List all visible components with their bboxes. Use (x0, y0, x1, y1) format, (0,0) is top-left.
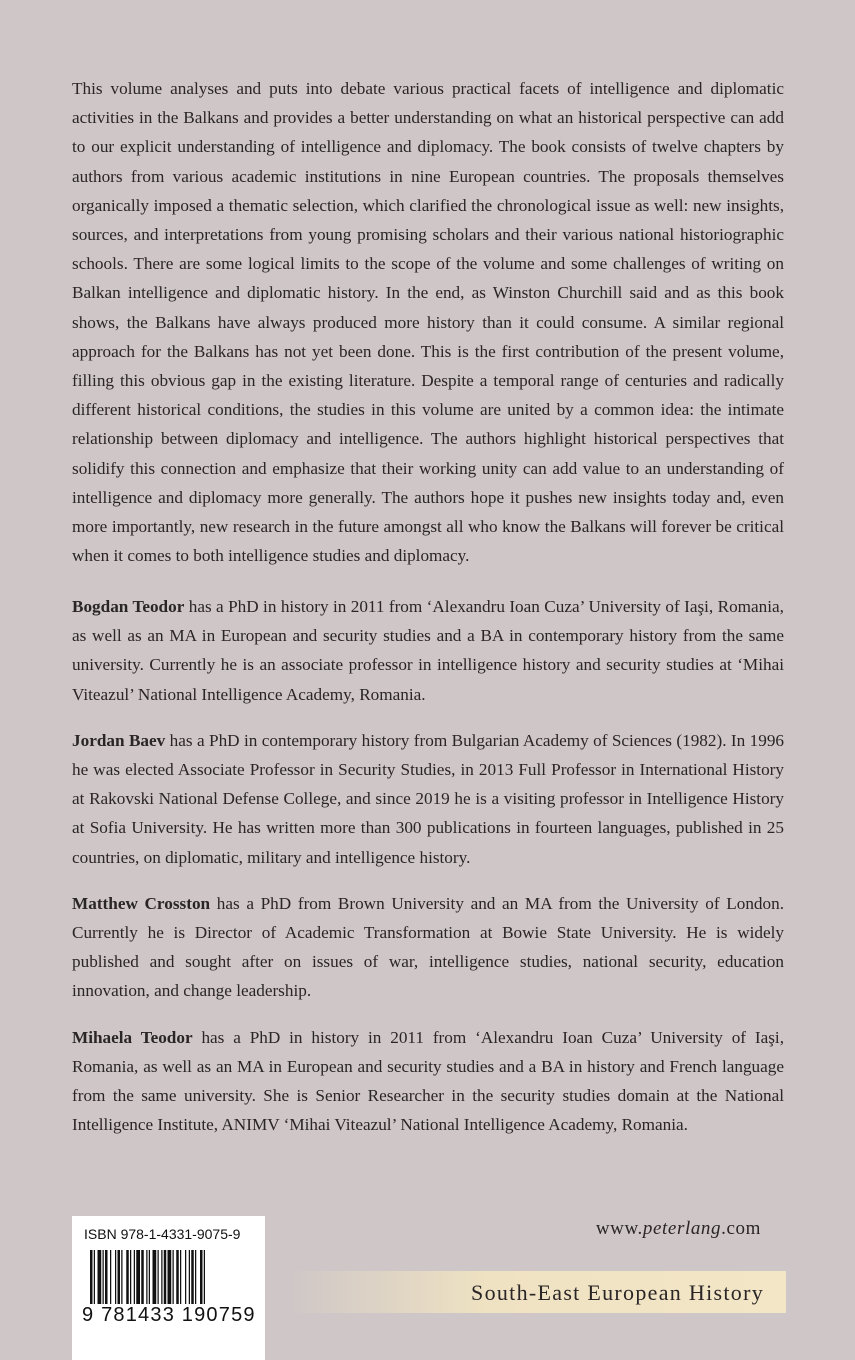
barcode-bar (164, 1250, 167, 1312)
barcode-bar (185, 1250, 186, 1312)
publisher-website[interactable] (596, 1218, 761, 1240)
website-prefix: www. (595, 1218, 643, 1239)
series-title: South-East European History (471, 1280, 764, 1305)
barcode-bar (115, 1250, 116, 1312)
author-bio-jordan-baev (72, 726, 784, 872)
website-domain: peterlang (642, 1218, 722, 1239)
author-bio-bogdan-teodor (72, 592, 784, 709)
website-suffix: .com (721, 1218, 761, 1239)
author-bios (72, 592, 784, 1156)
barcode-bar (161, 1250, 162, 1312)
barcode-bar (146, 1250, 147, 1312)
barcode-bar (110, 1250, 111, 1312)
barcode-bar (153, 1250, 157, 1312)
author-name: Mihaela Teodor (72, 1027, 193, 1047)
barcode-bar (130, 1250, 131, 1312)
barcode-bar (200, 1250, 203, 1312)
author-name: Matthew Crosston (72, 893, 211, 913)
barcode-bar (103, 1250, 104, 1312)
isbn-label: ISBN 978-1-4331-9075-9 (84, 1226, 241, 1242)
author-bio-mihaela-teodor (72, 1023, 784, 1140)
author-name: Bogdan Teodor (72, 597, 185, 616)
barcode-bar (126, 1250, 129, 1312)
barcode-bar (141, 1250, 144, 1312)
barcode-bar (168, 1250, 172, 1312)
series-banner (290, 1271, 786, 1313)
barcode-digits: 9 781433 190759 (82, 1304, 256, 1326)
barcode-bar (134, 1250, 135, 1312)
author-bio-text: has a PhD in history in 2011 from ‘Alexandru Ioan Cuza’ University of Iaşi, Romania, as well as an MA in European and security studies and a BA in history and French language from the same university. She is Senior Researcher in the security studies domain at the National Intelligence Institute, ANIMV ‘Mihai Viteazul’ National Intelligence Academy, Romania. (72, 1027, 784, 1135)
barcode-bar (189, 1250, 190, 1312)
isbn-barcode-panel (72, 1216, 265, 1360)
barcode-bar (173, 1250, 174, 1312)
author-bio-text: has a PhD from Brown University and an MA from the University of London. Currently he is Director of Academic Transformation at Bowie State University. He is widely published and sought after on issues of war, intelligence studies, national security, education innovation, and change leadership. (72, 893, 784, 1001)
barcode-bar (98, 1250, 102, 1312)
barcode-bar (176, 1250, 179, 1312)
barcode-bar (105, 1250, 108, 1312)
author-bio-text: has a PhD in history in 2011 from ‘Alexandru Ioan Cuza’ University of Iaşi, Romania, as well as an MA in European and security studies and a BA in contemporary history from the same university. Currently he is an associate professor in intelligence history and security studies at ‘Mihai Viteazul’ National Intelligence Academy, Romania. (72, 597, 784, 704)
author-bio-text: has a PhD in contemporary history from Bulgarian Academy of Sciences (1982). In 1996 he was elected Associate Professor in Security Studies, in 2013 Full Professor in International History at Rakovski National Defense College, and since 2019 he is a visiting professor in Intelligence History at Sofia University. He has written more than 300 publications in fourteen languages, published in 25 countries, on diplomatic, military and intelligence history. (72, 730, 785, 867)
barcode-bar (191, 1250, 194, 1312)
author-bio-matthew-crosston (72, 889, 784, 1006)
barcode-bar (180, 1250, 181, 1312)
author-name: Jordan Baev (72, 730, 166, 750)
barcode-bar (121, 1250, 122, 1312)
barcode-bar (195, 1250, 196, 1312)
barcode-bar (136, 1250, 140, 1312)
barcode-bar (118, 1250, 121, 1312)
barcode-bar (158, 1250, 159, 1312)
book-description: This volume analyses and puts into debate various practical facets of intelligence and diplomatic activities in the Balkans and provides a better understanding on what an historical perspective can add to our explicit understanding of intelligence and diplomacy. The book consists of twelve chapters by authors from various academic institutions in nine European countries. The proposals themselves organically imposed a thematic selection, which clarified the chronological issue as well: new insights, sources, and interpretations from young promising scholars and their various national historiographic schools. There are some logical limits to the scope of the volume and some challenges of writing on Balkan intelligence and diplomatic history. In the end, as Winston Churchill said and as this book shows, the Balkans have always produced more history than it could consume. A similar regional approach for the Balkans has not yet been done. This is the first contribution of the present volume, filling this obvious gap in the existing literature. Despite a temporal range of centuries and radically different historical conditions, the studies in this volume are united by a common idea: the intimate relationship between diplomacy and intelligence. The authors highlight historical perspectives that solidify this connection and emphasize that their working unity can add value to an understanding of intelligence and diplomacy more generally. The authors hope it pushes new insights today and, even more importantly, new research in the future amongst all who know the Balkans will forever be critical when it comes to both intelligence studies and diplomacy. (72, 79, 784, 566)
